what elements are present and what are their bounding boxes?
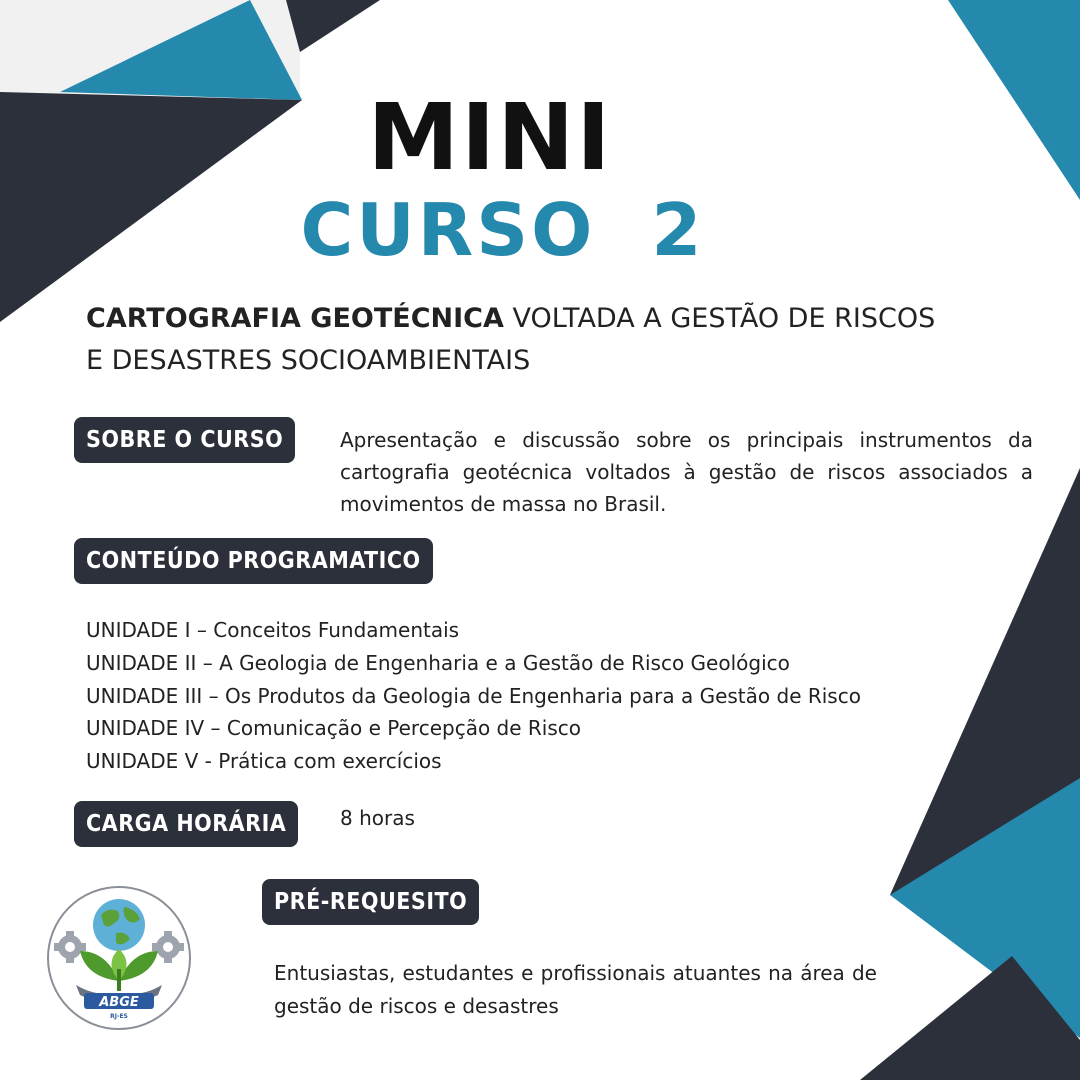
subtitle-line-2: E DESASTRES SOCIOAMBIENTAIS: [86, 345, 531, 376]
unit-item: UNIDADE I – Conceitos Fundamentais: [86, 618, 460, 642]
course-subtitle: [86, 298, 1006, 382]
subtitle-rest: VOLTADA A GESTÃO DE RISCOS: [503, 303, 936, 334]
prereq-text: Entusiastas, estudantes e profissionais atuantes na área de gestão de riscos e desastres: [274, 961, 877, 1018]
title-mini: MINI: [367, 84, 613, 191]
subtitle-bold: CARTOGRAFIA GEOTÉCNICA: [86, 303, 504, 334]
title-curso: CURSO 2: [300, 188, 705, 272]
units-list: [86, 614, 986, 778]
unit-item: UNIDADE II – A Geologia de Engenharia e a Gestão de Risco Geológico: [86, 650, 790, 675]
globe-icon: [93, 899, 145, 951]
about-text: Apresentação e discussão sobre os principais instrumentos da cartografia geotécnica voltados à gestão de riscos associados a movimentos de massa no Brasil.: [340, 428, 1033, 516]
badge-carga-horaria: CARGA HORÁRIA: [74, 801, 298, 847]
logo-name: ABGE: [99, 995, 139, 1010]
unit-item: UNIDADE IV – Comunicação e Percepção de Risco: [86, 716, 582, 741]
abge-logo: [46, 885, 192, 1031]
unit-item: UNIDADE V - Prática com exercícios: [86, 749, 442, 774]
badge-sobre-o-curso: SOBRE O CURSO: [74, 417, 295, 463]
corner-dark-triangle-small: [286, 0, 380, 52]
unit-item: UNIDADE III – Os Produtos da Geologia de Engenharia para a Gestão de Risco: [86, 683, 861, 708]
workload-value: 8 horas: [340, 806, 415, 830]
subtitle-line-1: [86, 298, 1006, 340]
badge-conteudo-programatico: CONTEÚDO PROGRAMATICO: [74, 538, 433, 584]
logo-subtitle: RJ-ES: [110, 1013, 128, 1020]
badge-pre-requesito: PRÉ-REQUESITO: [262, 879, 479, 925]
